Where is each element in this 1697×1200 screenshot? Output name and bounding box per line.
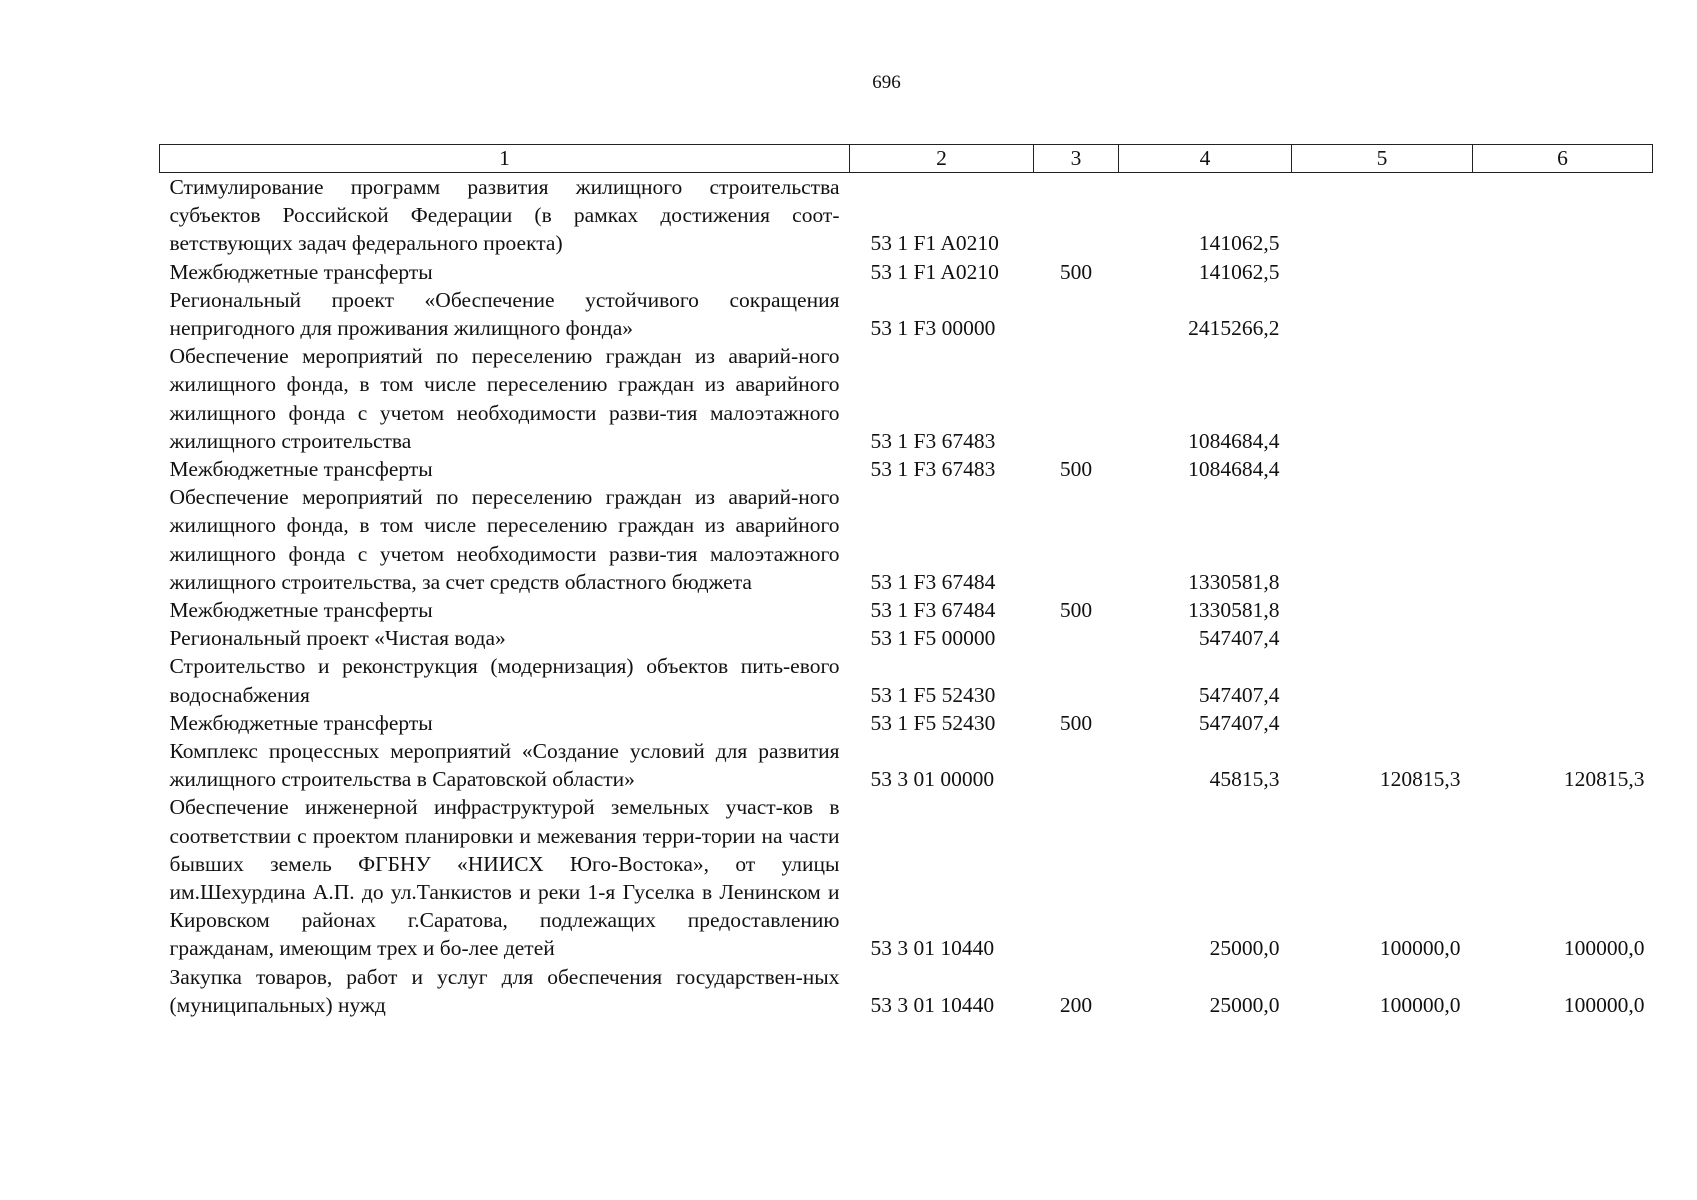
row-value-col6 <box>1473 709 1653 737</box>
row-value-col4: 1084684,4 <box>1188 457 1280 482</box>
row-code: 53 1 F3 67483 <box>870 428 996 453</box>
row-value-col6 <box>1473 258 1653 286</box>
header-col-3: 3 <box>1034 145 1119 173</box>
row-value-col5 <box>1292 483 1473 596</box>
row-value-col5 <box>1292 173 1473 258</box>
row-code: 53 1 F1 A0210 <box>870 259 999 284</box>
table-row <box>160 258 1653 286</box>
row-expense-type <box>1034 483 1119 596</box>
row-name: Стимулирование программ развития жилищного строительства субъектов Российской Федерации (в рамках достижения соот-ветствующих задач федерального проекта) <box>169 175 840 256</box>
row-value-col5 <box>1292 342 1473 455</box>
row-expense-type: 500 <box>1059 457 1093 482</box>
row-value-col4: 25000,0 <box>1209 992 1280 1017</box>
row-value-col4: 547407,4 <box>1198 626 1280 651</box>
row-name: Закупка товаров, работ и услуг для обеспечения государствен-ных (муниципальных) нужд <box>169 964 840 1017</box>
row-value-col5 <box>1292 455 1473 483</box>
table-row <box>160 342 1653 455</box>
row-value-col5 <box>1292 652 1473 708</box>
row-code: 53 3 01 10440 <box>870 992 995 1017</box>
row-value-col4: 141062,5 <box>1198 259 1280 284</box>
row-value-col4: 1330581,8 <box>1188 598 1280 623</box>
row-value-col6 <box>1473 624 1653 652</box>
row-value-col4: 2415266,2 <box>1188 316 1280 341</box>
row-name: Межбюджетные трансферты <box>169 457 433 482</box>
row-value-col6 <box>1473 483 1653 596</box>
row-value-col6: 120815,3 <box>1563 767 1645 792</box>
budget-table <box>159 144 1653 1019</box>
table-row <box>160 793 1653 962</box>
row-name: Обеспечение инженерной инфраструктурой земельных участ-ков в соответствии с проектом планировки и межевания терри-тории на части бывших земель ФГБНУ «НИИСХ Юго-Востока», от улицы им.Шехурдина А.П. до ул.Танкистов и реки 1-я Гуселка в Ленинском и Кировском районах г.Саратова, подлежащих предоставлению гражданам, имеющим трех и бо-лее детей <box>169 795 840 961</box>
row-code: 53 1 F3 67484 <box>870 569 996 594</box>
header-col-4: 4 <box>1119 145 1292 173</box>
row-code: 53 1 F3 00000 <box>870 316 996 341</box>
row-value-col6 <box>1473 342 1653 455</box>
table-row <box>160 652 1653 708</box>
row-name: Комплекс процессных мероприятий «Создание условий для развития жилищного строительства в Саратовской области» <box>169 739 840 792</box>
row-name: Региональный проект «Обеспечение устойчивого сокращения непригодного для проживания жилищного фонда» <box>169 287 840 341</box>
table-row <box>160 483 1653 596</box>
table-row <box>160 455 1653 483</box>
row-value-col4: 141062,5 <box>1198 231 1280 256</box>
row-value-col5 <box>1292 258 1473 286</box>
row-value-col4: 25000,0 <box>1209 936 1280 961</box>
table-row <box>160 596 1653 624</box>
row-expense-type <box>1034 173 1119 258</box>
row-value-col5 <box>1292 709 1473 737</box>
row-expense-type: 200 <box>1059 992 1093 1017</box>
table-body <box>160 173 1653 1020</box>
row-name: Межбюджетные трансферты <box>169 259 433 284</box>
row-code: 53 1 F3 67484 <box>870 598 996 623</box>
row-value-col4: 45815,3 <box>1209 767 1280 792</box>
row-value-col5 <box>1292 624 1473 652</box>
table-row <box>160 286 1653 342</box>
header-col-6: 6 <box>1473 145 1653 173</box>
row-value-col6 <box>1473 596 1653 624</box>
row-expense-type <box>1034 737 1119 793</box>
row-value-col6: 100000,0 <box>1563 936 1645 961</box>
header-col-5: 5 <box>1292 145 1473 173</box>
row-value-col6 <box>1473 286 1653 342</box>
row-value-col5 <box>1292 596 1473 624</box>
row-expense-type: 500 <box>1059 598 1093 623</box>
row-code: 53 1 F3 67483 <box>870 457 996 482</box>
row-expense-type: 500 <box>1059 710 1093 735</box>
row-value-col6 <box>1473 455 1653 483</box>
row-value-col5: 100000,0 <box>1379 936 1461 961</box>
row-expense-type <box>1034 286 1119 342</box>
row-expense-type <box>1034 652 1119 708</box>
row-code: 53 1 F5 52430 <box>870 682 996 707</box>
row-value-col4: 547407,4 <box>1198 710 1280 735</box>
row-code: 53 3 01 10440 <box>870 936 995 961</box>
row-value-col4: 547407,4 <box>1198 682 1280 707</box>
row-name: Обеспечение мероприятий по переселению граждан из аварий-ного жилищного фонда, в том числе переселению граждан из аварийного жилищного фонда с учетом необходимости разви-тия малоэтажного жилищного строительства, за счет средств областного бюджета <box>169 485 840 594</box>
header-col-1: 1 <box>160 145 850 173</box>
row-value-col6 <box>1473 173 1653 258</box>
row-name: Обеспечение мероприятий по переселению граждан из аварий-ного жилищного фонда, в том числе переселению граждан из аварийного жилищного фонда с учетом необходимости разви-тия малоэтажного жилищного строительства <box>169 344 840 453</box>
row-value-col4: 1330581,8 <box>1188 569 1280 594</box>
table-row <box>160 709 1653 737</box>
row-value-col4: 1084684,4 <box>1188 428 1280 453</box>
row-expense-type: 500 <box>1059 259 1093 284</box>
row-code: 53 1 F5 00000 <box>870 626 996 651</box>
row-name: Строительство и реконструкция (модернизация) объектов пить-евого водоснабжения <box>169 654 840 707</box>
row-code: 53 3 01 00000 <box>870 767 995 792</box>
row-value-col6: 100000,0 <box>1563 992 1645 1017</box>
row-value-col5: 120815,3 <box>1379 767 1461 792</box>
row-name: Региональный проект «Чистая вода» <box>169 626 506 651</box>
page-number: 696 <box>872 72 901 93</box>
table-header <box>160 145 1653 173</box>
table-row <box>160 963 1653 1019</box>
row-expense-type <box>1034 793 1119 962</box>
row-name: Межбюджетные трансферты <box>169 710 433 735</box>
table-row <box>160 737 1653 793</box>
row-value-col5: 100000,0 <box>1379 992 1461 1017</box>
row-code: 53 1 F5 52430 <box>870 710 996 735</box>
row-code: 53 1 F1 A0210 <box>870 231 999 256</box>
table-row <box>160 173 1653 258</box>
row-expense-type <box>1034 624 1119 652</box>
row-name: Межбюджетные трансферты <box>169 598 433 623</box>
row-value-col6 <box>1473 652 1653 708</box>
table-row <box>160 624 1653 652</box>
header-col-2: 2 <box>850 145 1034 173</box>
row-expense-type <box>1034 342 1119 455</box>
row-value-col5 <box>1292 286 1473 342</box>
